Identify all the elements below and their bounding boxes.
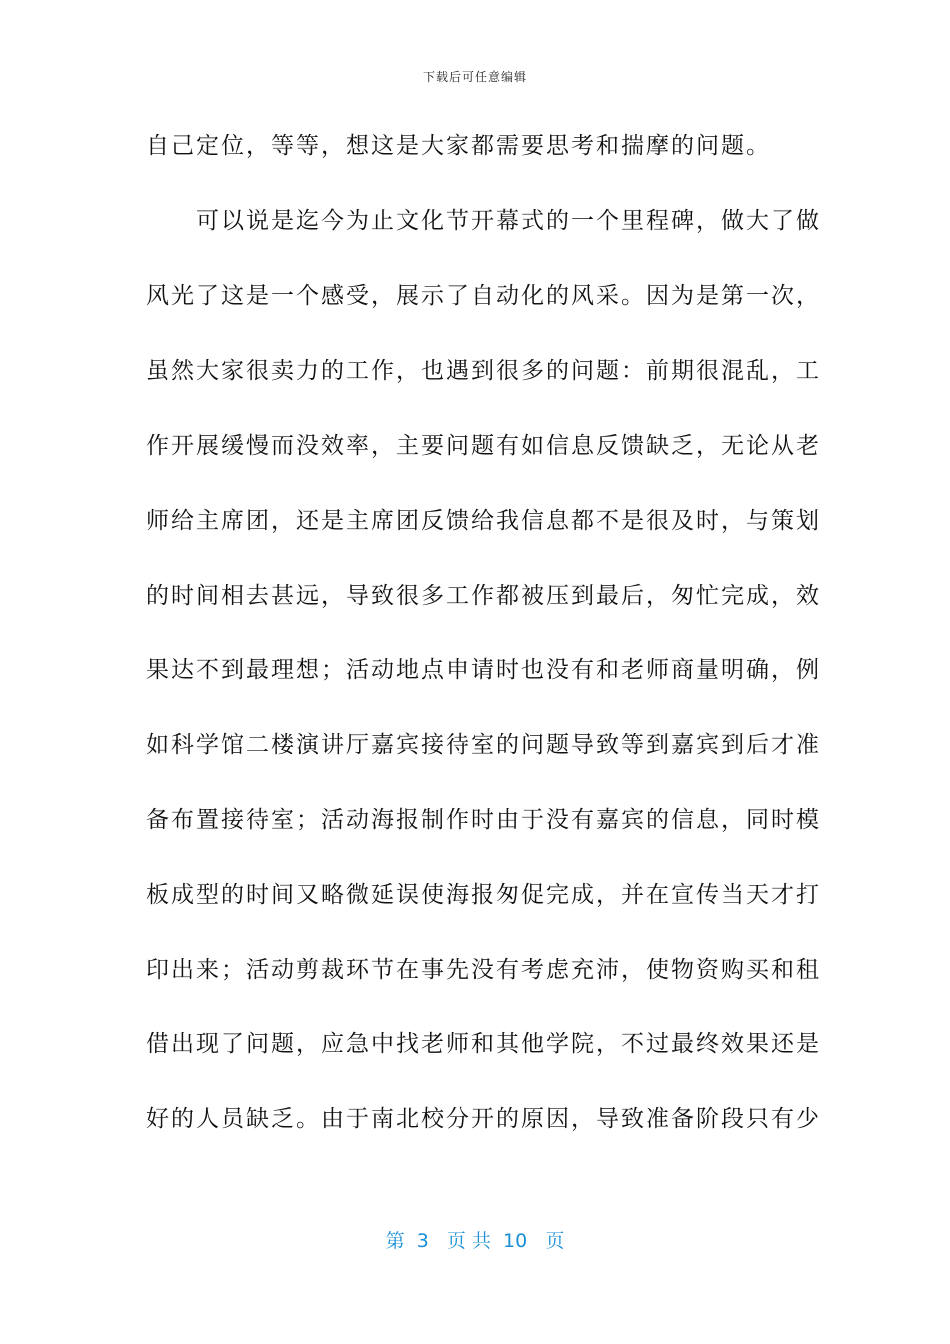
body-line: 师给主席团，还是主席团反馈给我信息都不是很及时，与策划 — [146, 508, 821, 534]
body-line: 作开展缓慢而没效率，主要问题有如信息反馈缺乏，无论从老 — [146, 433, 821, 459]
body-line: 备布置接待室；活动海报制作时由于没有嘉宾的信息，同时模 — [146, 807, 821, 833]
body-line: 风光了这是一个感受，展示了自动化的风采。因为是第一次， — [146, 283, 821, 309]
body-line: 板成型的时间又略微延误使海报匆促完成，并在宣传当天才打 — [146, 882, 821, 908]
body-line: 如科学馆二楼演讲厅嘉宾接待室的问题导致等到嘉宾到后才准 — [146, 732, 821, 758]
body-line: 可以说是迄今为止文化节开幕式的一个里程碑，做大了做 — [146, 208, 821, 234]
page-number-footer: 第 3 页 共 10 页 — [385, 1230, 565, 1252]
body-line: 自己定位，等等，想这是大家都需要思考和揣摩的问题。 — [146, 133, 771, 159]
body-line: 果达不到最理想；活动地点申请时也没有和老师商量明确，例 — [146, 657, 821, 683]
body-line: 的时间相去甚远，导致很多工作都被压到最后，匆忙完成，效 — [146, 583, 821, 609]
header-note: 下载后可任意编辑 — [422, 70, 527, 84]
body-line: 借出现了问题，应急中找老师和其他学院，不过最终效果还是 — [146, 1031, 821, 1057]
body-line: 好的人员缺乏。由于南北校分开的原因，导致准备阶段只有少 — [146, 1106, 821, 1132]
body-line: 印出来；活动剪裁环节在事先没有考虑充沛，使物资购买和租 — [146, 957, 821, 983]
body-line: 虽然大家很卖力的工作，也遇到很多的问题：前期很混乱，工 — [146, 358, 821, 384]
